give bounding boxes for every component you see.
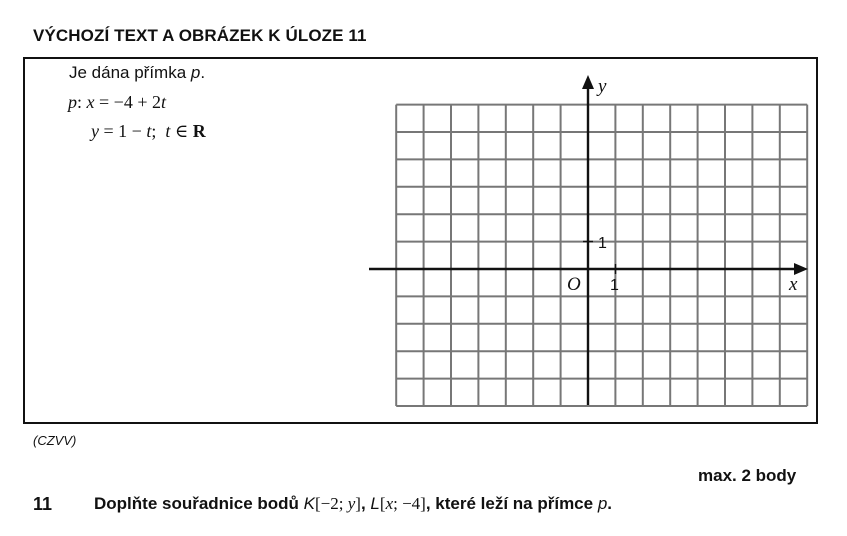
point-k-y: y: [347, 494, 356, 513]
grid-lines: [396, 105, 807, 406]
eq-x-param: t: [160, 92, 166, 112]
x-tick-label: 1: [610, 277, 619, 294]
task-text-a: Doplňte souřadnice bodů: [94, 494, 304, 513]
max-points: max. 2 body: [698, 466, 797, 485]
intro-suffix: .: [200, 63, 206, 82]
eq-in-symbol: ∈: [170, 121, 193, 141]
task-number: 11: [33, 494, 53, 514]
point-k-coords: [−2;: [315, 494, 348, 513]
point-l-x: x: [385, 494, 394, 513]
line-name: p: [68, 92, 77, 112]
line-p: p: [597, 494, 608, 513]
point-k: K: [303, 494, 316, 513]
y-axis-label: y: [598, 76, 607, 97]
point-k-end: ]: [355, 494, 361, 513]
eq-y-rest: = 1 −: [99, 121, 147, 141]
eq-y-var: y: [91, 121, 99, 141]
eq-y-sep: ;: [151, 121, 166, 141]
intro-var: p: [190, 63, 201, 82]
source-note: (CZVV): [33, 433, 77, 448]
x-axis-label: x: [789, 274, 798, 295]
intro-prefix: Je dána přímka: [69, 63, 191, 82]
task-text-b: , které leží na přímce: [425, 494, 598, 513]
eq-y-param: t: [146, 121, 152, 141]
point-l: L: [370, 494, 380, 513]
eq-param-name: t: [165, 121, 171, 141]
point-l-rest: ; −4]: [393, 494, 426, 513]
eq-real-set: R: [192, 121, 206, 141]
task-comma: ,: [360, 494, 371, 513]
point-l-open: [: [379, 494, 386, 513]
eq-x-rest: = −4 + 2: [94, 92, 161, 112]
y-axis-arrow-icon: [582, 75, 594, 89]
y-tick-label: 1: [598, 235, 607, 252]
task-text: [94, 494, 612, 514]
y-axis: [582, 75, 594, 405]
origin-label: O: [567, 274, 581, 295]
eq-x-var: x: [86, 92, 95, 112]
task-end: .: [607, 494, 613, 513]
section-heading: VÝCHOZÍ TEXT A OBRÁZEK K ÚLOZE 11: [33, 26, 367, 45]
line-colon: :: [77, 92, 83, 112]
